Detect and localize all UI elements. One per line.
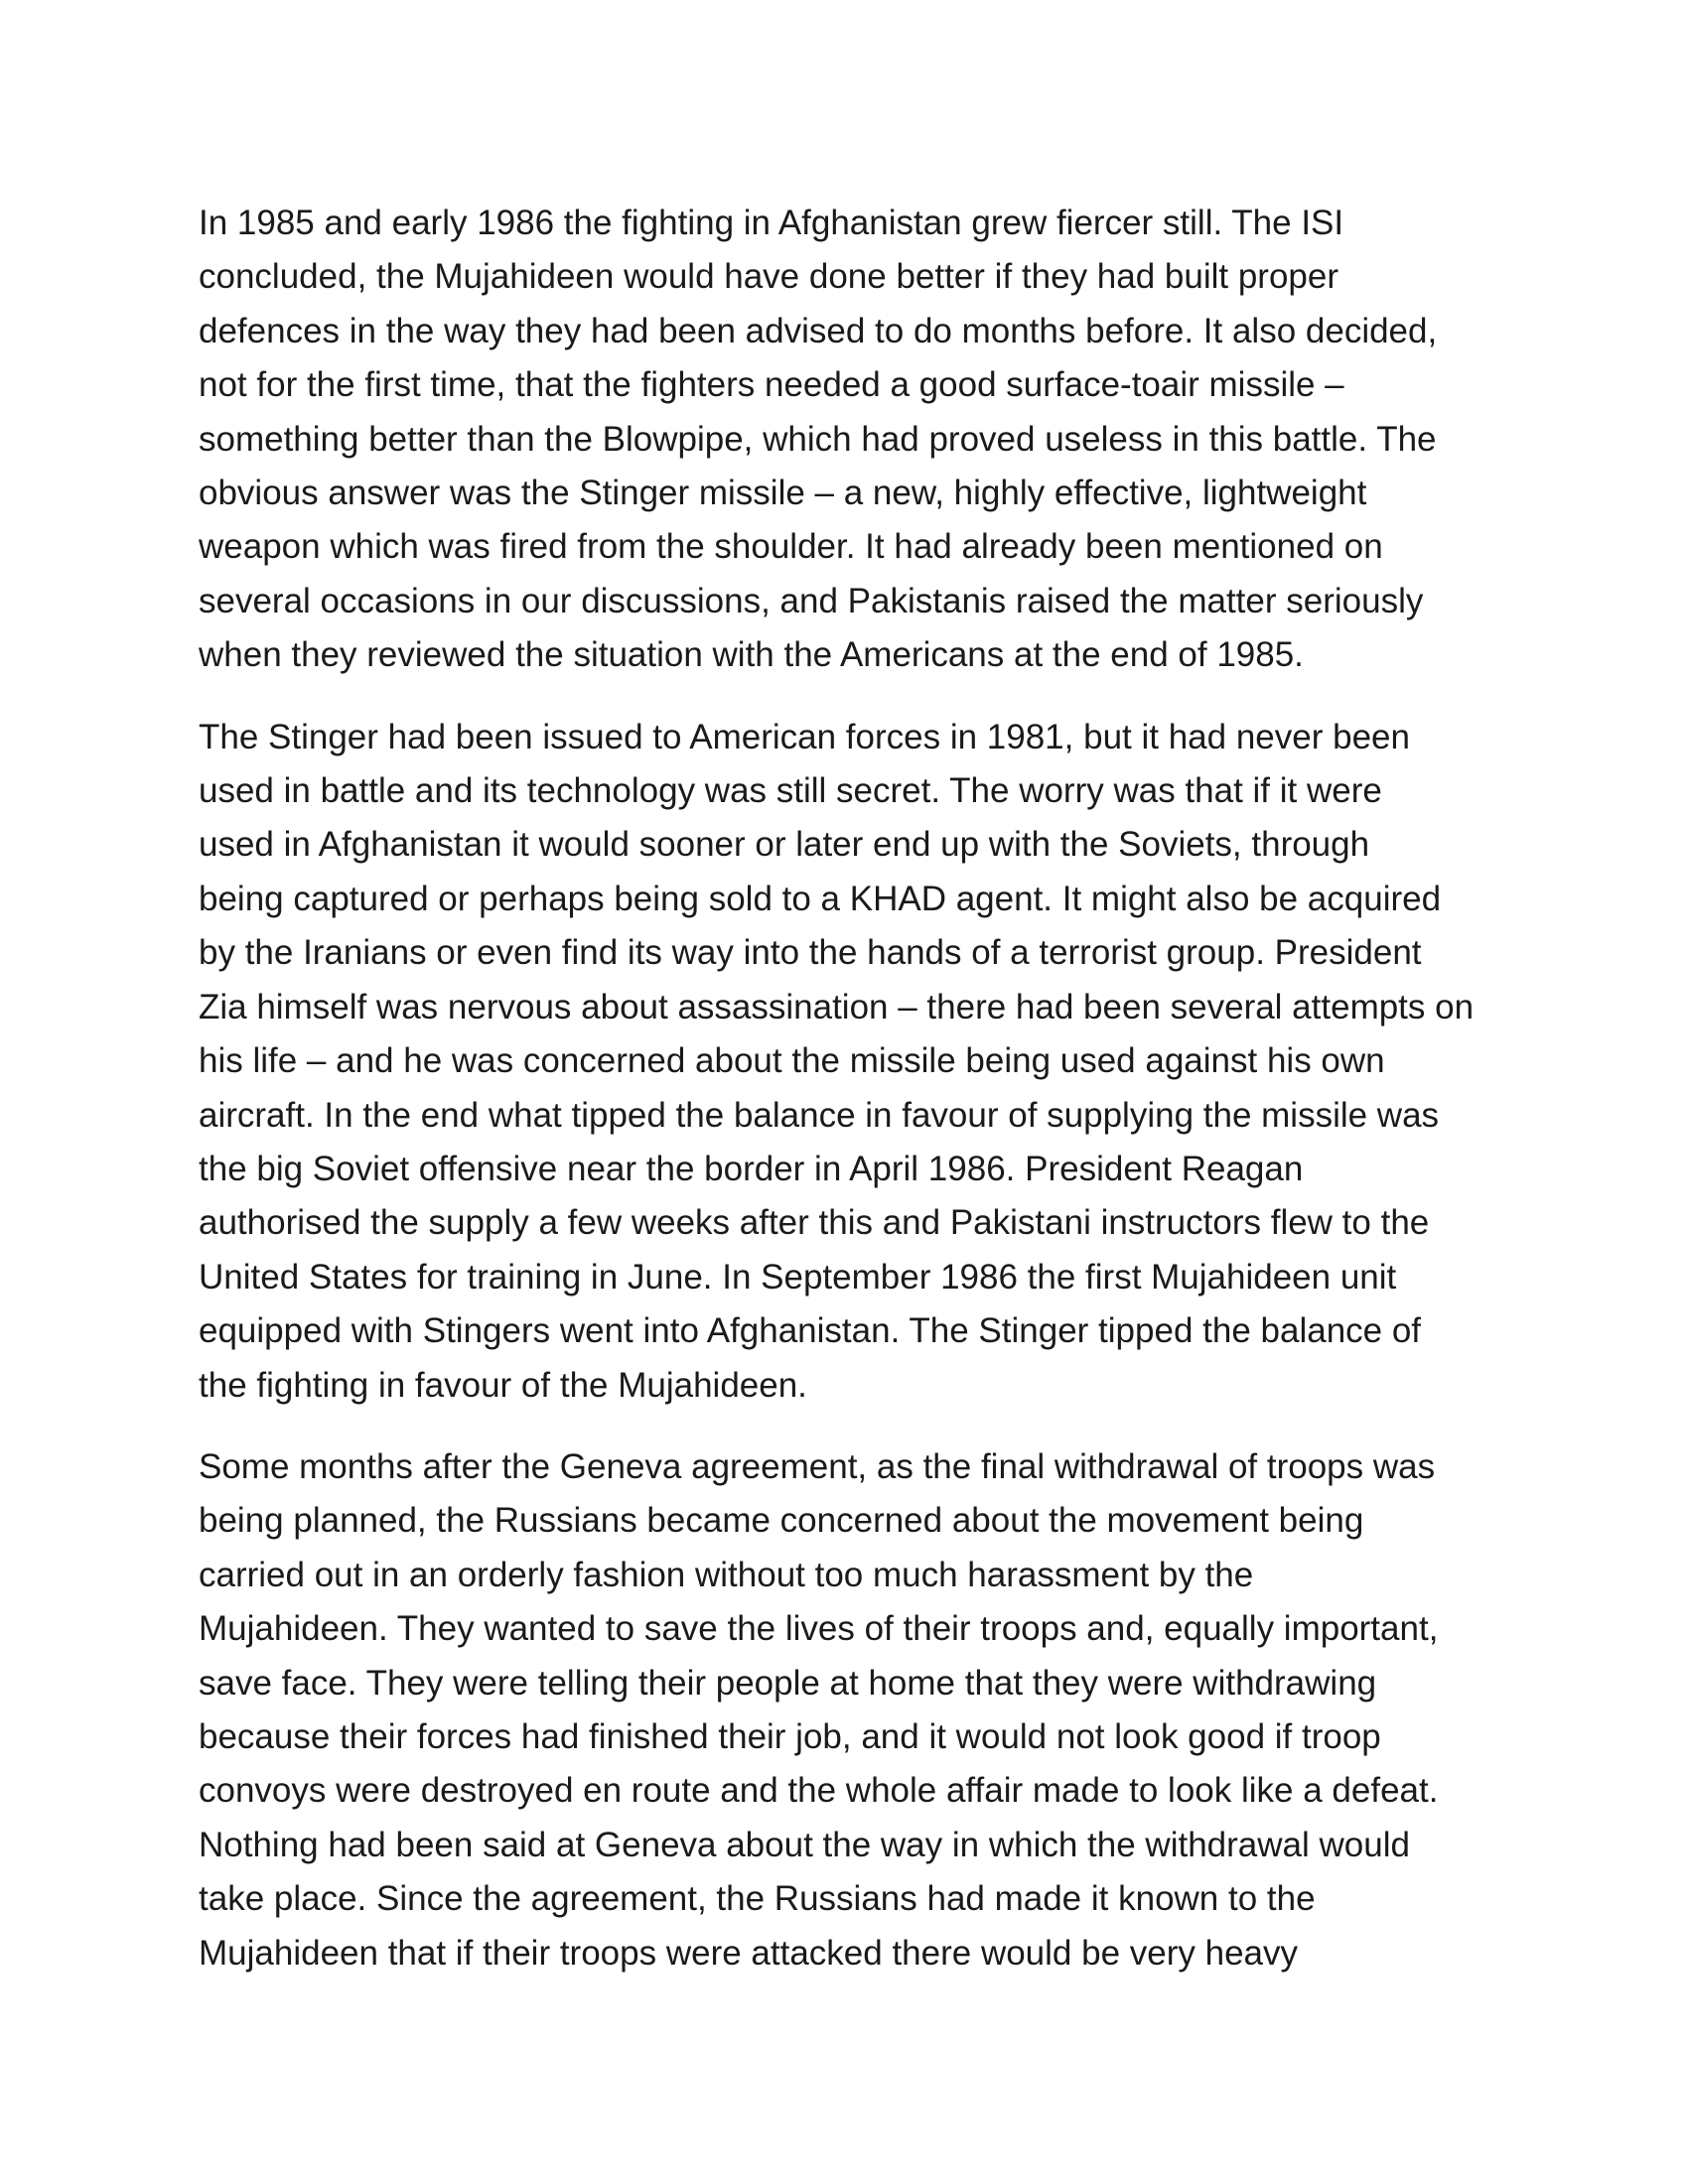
text-line: not for the first time, that the fighters needed a good surface-toair missile – — [199, 365, 1344, 405]
text-line: obvious answer was the Stinger missile – a new, highly effective, lightweight — [199, 474, 1367, 513]
text-line: Mujahideen that if their troops were attacked there would be very heavy — [199, 1933, 1299, 1973]
text-line: weapon which was fired from the shoulder. It had already been mentioned on — [199, 527, 1383, 567]
text-line: equipped with Stingers went into Afghanistan. The Stinger tipped the balance of — [199, 1311, 1422, 1351]
text-line: save face. They were telling their people at home that they were withdrawing — [199, 1663, 1377, 1703]
text-line: In 1985 and early 1986 the fighting in Afghanistan grew fiercer still. The ISI — [199, 204, 1344, 242]
text-line: because their forces had finished their job, and it would not look good if troop — [199, 1716, 1381, 1756]
text-line: Some months after the Geneva agreement, as the final withdrawal of troops was — [199, 1446, 1436, 1486]
text-line: used in Afghanistan it would sooner or later end up with the Soviets, through — [199, 825, 1370, 865]
text-line: defences in the way they had been advised to do months before. It also decided, — [199, 311, 1438, 350]
text-line: United States for training in June. In September 1986 the first Mujahideen unit — [199, 1257, 1397, 1297]
text-line: Nothing had been said at Geneva about the way in which the withdrawal would — [199, 1825, 1410, 1864]
text-line: authorised the supply a few weeks after this and Pakistani instructors flew to the — [199, 1203, 1430, 1243]
text-line: being planned, the Russians became concerned about the movement being — [199, 1501, 1364, 1541]
text-line: his life – and he was concerned about the missile being used against his own — [199, 1041, 1385, 1081]
text-line: convoys were destroyed en route and the whole affair made to look like a defeat. — [199, 1771, 1439, 1811]
paragraph-2 — [199, 711, 1489, 1413]
text-line: by the Iranians or even find its way into the hands of a terrorist group. President — [199, 933, 1422, 973]
text-line: when they reviewed the situation with the Americans at the end of 1985. — [199, 635, 1304, 675]
text-line: The Stinger had been issued to American forces in 1981, but it had never been — [199, 717, 1410, 756]
text-line: being captured or perhaps being sold to a KHAD agent. It might also be acquired — [199, 879, 1442, 918]
text-line: take place. Since the agreement, the Russians had made it known to the — [199, 1879, 1316, 1919]
text-line: the fighting in favour of the Mujahideen. — [199, 1365, 807, 1405]
text-line: something better than the Blowpipe, which had proved useless in this battle. The — [199, 419, 1437, 459]
text-line: the big Soviet offensive near the border in April 1986. President Reagan — [199, 1149, 1304, 1188]
text-line: Mujahideen. They wanted to save the lives of their troops and, equally important, — [199, 1609, 1439, 1649]
text-line: concluded, the Mujahideen would have done better if they had built proper — [199, 257, 1339, 297]
text-line: several occasions in our discussions, and Pakistanis raised the matter seriously — [199, 581, 1424, 620]
paragraph-1 — [199, 197, 1489, 683]
paragraph-3 — [199, 1440, 1489, 1980]
text-line: used in battle and its technology was still secret. The worry was that if it were — [199, 771, 1382, 811]
document-body — [199, 197, 1489, 2008]
text-line: aircraft. In the end what tipped the balance in favour of supplying the missile was — [199, 1095, 1440, 1135]
text-line: carried out in an orderly fashion without too much harassment by the — [199, 1555, 1254, 1594]
text-line: Zia himself was nervous about assassination – there had been several attempts on — [199, 987, 1475, 1026]
